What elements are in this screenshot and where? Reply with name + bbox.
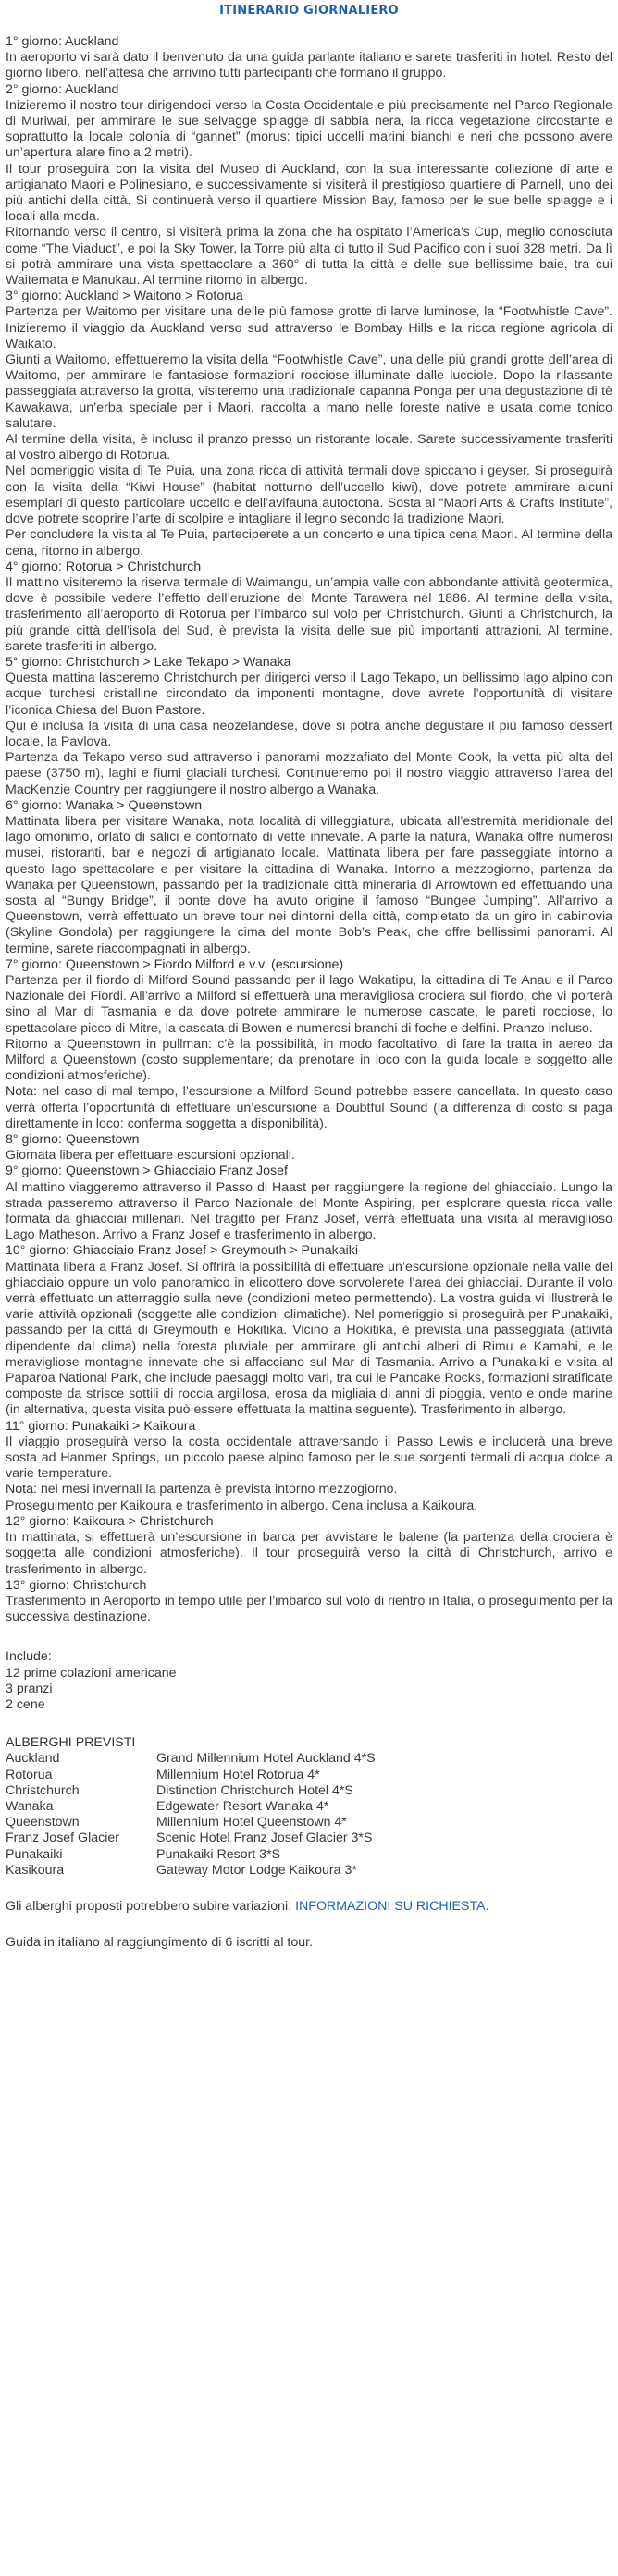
day-paragraph: Partenza da Tekapo verso sud attraverso i panorami mozzafiato del Monte Cook, la vetta più alta del paese (3750 m), laghi e fiumi glaciali turchesi. Continueremo poi il nostro viaggio attraverso l’area del MacKenzie Country per raggiungere il nostro albergo a Wanaka. (6, 750, 612, 797)
info-on-request: INFORMAZIONI SU RICHIESTA. (295, 1898, 489, 1914)
day-paragraph: Nel pomeriggio visita di Te Puia, una zona ricca di attività termali dove spiccano i geyser. Si proseguirà con la visita della “Kiwi House” (habitat notturno dell’uccello kiwi), dove potrete ammirare alcuni esemplari di questo particolare uccello e dell’avifauna autoctona. Sosta al “Maori Arts & Crafts Institute”, dove potrete scoprire l’arte di scolpire e intagliare il legno secondo la tradizione Maori. (6, 463, 612, 527)
hotel-city: Rotorua (6, 1767, 53, 1782)
day-heading: 11° giorno: Punakaiki > Kaikoura (6, 1418, 196, 1434)
hotel-city: Kasikoura (6, 1862, 65, 1878)
hotel-city: Wanaka (6, 1798, 54, 1814)
note-text: nel caso di mal tempo, l’escursione a Milford Sound potrebbe essere cancellata. In questo caso verrà offerta l’opportunità di effettuare un’escursione a Doubtful Sound (la differenza di costo si paga direttamente in loco: conferma soggetta a disponibilità). (6, 1084, 612, 1131)
day-paragraph: Il viaggio proseguirà verso la costa occidentale attraversando il Passo Lewis e includerà una breve sosta ad Hanmer Springs, un piccolo paese alpino famoso per le sue sorgenti termali di acqua dolce a varie temperature. (6, 1434, 612, 1482)
day-paragraph: Ritorno a Queenstown in pullman: c’è la possibilità, in modo facoltativo, di fare la tratta in aereo da Milford a Queenstown (costo supplementare; da prenotare in loco con la guida locale e soggetto alle condizioni atmosferiche). (6, 1036, 612, 1084)
hotel-city: Franz Josef Glacier (6, 1830, 119, 1846)
day-section (6, 289, 612, 559)
day-heading: 3° giorno: Auckland > Waitono > Rotorua (6, 289, 243, 304)
day-heading: 12° giorno: Kaikoura > Christchurch (6, 1513, 214, 1529)
day-section (6, 1243, 612, 1418)
day-section (6, 1164, 612, 1243)
hotel-name: Distinction Christchurch Hotel 4*S (156, 1782, 353, 1798)
day-section (6, 1419, 612, 1514)
hotel-name: Millennium Hotel Rotorua 4* (156, 1767, 320, 1782)
hotel-name: Scenic Hotel Franz Josef Glacier 3*S (156, 1830, 373, 1846)
day-paragraph: Giunti a Waitomo, effettueremo la visita della “Footwhistle Cave”, una delle più grandi grotte dell’area di Waitomo, per ammirare le fantasiose formazioni rocciose illuminate dalle lucciole. Dopo la rilassante passeggiata attraverso la grotta, visiteremo una tradizionale capanna Ponga per una degustazione di tè Kawakawa, un’erba speciale per i Maori, raccolta a mano nelle foreste native e usata come tonico salutare. (6, 352, 612, 431)
day-section (6, 34, 612, 82)
day-heading: 1° giorno: Auckland (6, 34, 119, 49)
day-section (6, 82, 612, 290)
day-paragraph: Al termine della visita, è incluso il pranzo presso un ristorante locale. Sarete successivamente trasferiti al vostro albergo di Rotorua. (6, 432, 612, 463)
includes-item: 3 pranzi (6, 1681, 53, 1696)
includes-item: 2 cene (6, 1696, 45, 1712)
day-note (6, 1084, 612, 1132)
hotel-row (6, 1847, 612, 1863)
hotel-row (6, 1830, 612, 1846)
day-paragraph: Partenza per il fiordo di Milford Sound passando per il lago Wakatipu, la cittadina di Te Anau e il Parco Nazionale dei Fiordi. All’arrivo a Milford si effettuerà una meravigliosa crociera sul fiordo, che vi porterà sino al Mar di Tasmania e da dove potrete ammirare le numerose cascate, le pareti rocciose, lo spettacolare picco di Mitre, la cascata di Bowen e numerosi branchi di foche e delfini. Pranzo incluso. (6, 972, 612, 1036)
hotel-row (6, 1815, 612, 1830)
day-section (6, 798, 612, 957)
hotel-name: Punakaiki Resort 3*S (156, 1846, 281, 1862)
day-heading: 13° giorno: Christchurch (6, 1577, 147, 1593)
includes-label: Include: (6, 1649, 52, 1665)
day-heading: 2° giorno: Auckland (6, 81, 119, 97)
day-paragraph: Proseguimento per Kaikoura e trasferimento in albergo. Cena inclusa a Kaikoura. (6, 1498, 478, 1513)
note-label: Nota: (6, 1084, 37, 1100)
day-section (6, 560, 612, 655)
includes-section (6, 1649, 612, 1713)
day-paragraph: Giornata libera per effettuare escursioni opzionali. (6, 1148, 295, 1164)
hotel-row (6, 1783, 612, 1799)
hotel-city: Queenstown (6, 1815, 80, 1830)
includes-item: 12 prime colazioni americane (6, 1665, 177, 1681)
day-paragraph: Qui è inclusa la visita di una casa neozelandese, dove si potrà anche degustare il più famoso dessert locale, la Pavlova. (6, 718, 612, 749)
hotel-row (6, 1863, 612, 1879)
hotel-name: Edgewater Resort Wanaka 4* (156, 1798, 329, 1814)
page-title: ITINERARIO GIORNALIERO (219, 4, 399, 18)
day-paragraph: Per concludere la visita al Te Puia, parteciperete a un concerto e una tipica cena Maori. Al termine della cena, ritorno in albergo. (6, 527, 612, 559)
hotel-city: Auckland (6, 1751, 60, 1767)
day-section (6, 957, 612, 1132)
hotel-city: Christchurch (6, 1782, 80, 1798)
day-paragraph: Partenza per Waitomo per visitare una delle più famose grotte di larve luminose, la “Footwhistle Cave”. Inizieremo il viaggio da Auckland verso sud attraverso le Bombay Hills e la ricca regione agricola di Waikato. (6, 304, 612, 351)
day-paragraph: Al mattino viaggeremo attraverso il Passo di Haast per raggiungere la regione del ghiacciaio. Lungo la strada passeremo attraverso il Parco Nazionale del Monte Aspiring, per esplorare questa ricca valle formata da ghiacciai millenari. Nel tragitto per Franz Josef, verrà effettuata una visita al meraviglioso Lago Matheson. Arrivo a Franz Josef e trasferimento in albergo. (6, 1179, 612, 1243)
disclaimer-text: Gli alberghi proposti potrebbero subire variazioni: (6, 1898, 296, 1914)
hotel-city: Punakaiki (6, 1846, 63, 1862)
hotel-name: Grand Millennium Hotel Auckland 4*S (156, 1751, 376, 1767)
hotel-name: Millennium Hotel Queenstown 4* (156, 1815, 347, 1830)
hotels-disclaimer (6, 1899, 612, 1915)
day-paragraph: Il tour proseguirà con la visita del Museo di Auckland, con la sua interessante collezione di arte e artigianato Maori e Polinesiano, e successivamente si visiterà il prestigioso quartiere di Parnell, uno dei più antichi della città. Si continuerà verso il quartiere Mission Bay, famoso per le sue belle spiagge e i locali alla moda. (6, 161, 612, 225)
day-heading: 9° giorno: Queenstown > Ghiacciaio Franz Josef (6, 1164, 288, 1179)
day-heading: 5° giorno: Christchurch > Lake Tekapo > Wanaka (6, 654, 291, 670)
hotel-row (6, 1799, 612, 1815)
hotel-row (6, 1751, 612, 1767)
day-paragraph: Mattinata libera per visitare Wanaka, nota località di villeggiatura, ubicata all’estremità meridionale del lago omonimo, orlato di salici e contornato di vette innevate. A parte la natura, Wanaka offre numerosi musei, ristoranti, bar e negozi di artigianato locale. Mattinata libera per fare passeggiate intorno a questo lago spettacolare e per visitare la cittadina di Wanaka. Intorno a mezzogiorno, partenza da Wanaka per Queenstown, passando per la tradizionale città mineraria di Arrowtown ed effettuando una sosta al “Bungy Bridge”, il ponte dove ha avuto origine il famoso “Bungee Jumping”. All’arrivo a Queenstown, verrà effettuato un breve tour nei dintorni della città, completato da un giro in cabinovia (Skyline Gondola) per raggiungere la cima del monte Bob’s Peak, che offre bellissimi panorami. Al termine, sarete riaccompagnati in albergo. (6, 813, 612, 956)
day-section (6, 1578, 612, 1626)
day-section (6, 1514, 612, 1578)
hotel-row (6, 1768, 612, 1783)
day-heading: 8° giorno: Queenstown (6, 1132, 140, 1148)
day-section (6, 655, 612, 798)
day-paragraph: Ritornando verso il centro, si visiterà prima la zona che ha ospitato l’America’s Cup, meglio conosciuta come “The Viaduct”, e poi la Sky Tower, la Torre più alta di tutto il Sud Pacifico con i suoi 328 metri. Da lì si potrà ammirare una vista spettacolare a 360° di tutta la città e delle sue bellissime baie, tra cui Waitemata e Manukau. Al termine ritorno in albergo. (6, 225, 612, 289)
hotels-table (6, 1751, 612, 1879)
hotels-title: ALBERGHI PREVISTI (6, 1735, 136, 1751)
guide-note: Guida in italiano al raggiungimento di 6 iscritti al tour. (6, 1935, 314, 1951)
note-label: Nota: (6, 1482, 37, 1498)
hotels-section (6, 1735, 612, 1879)
day-paragraph: Questa mattina lasceremo Christchurch per dirigerci verso il Lago Tekapo, un bellissimo lago alpino con acque turchesi cristalline circondato da imponenti montagne, dove avrete l’opportunità di visitare l’iconica Chiesa del Buon Pastore. (6, 671, 612, 718)
day-paragraph: Trasferimento in Aeroporto in tempo utile per l’imbarco sul volo di rientro in Italia, o proseguimento per la successiva destinazione. (6, 1593, 612, 1625)
day-paragraph: In mattinata, si effettuerà un’escursione in barca per avvistare le balene (la partenza della crociera è soggetta alle condizioni atmosferiche). Il tour proseguirà verso la città di Christchurch, arrivo e trasferimento in albergo. (6, 1530, 612, 1577)
days-list (6, 34, 612, 1625)
day-note (6, 1482, 612, 1498)
day-heading: 7° giorno: Queenstown > Fiordo Milford e v.v. (escursione) (6, 956, 344, 972)
day-paragraph: In aeroporto vi sarà dato il benvenuto da una guida parlante italiano e sarete trasferiti in hotel. Resto del giorno libero, nell’attesa che arrivino tutti partecipanti che formano il gruppo. (6, 50, 612, 81)
day-section (6, 1132, 612, 1164)
note-text: nei mesi invernali la partenza è prevista intorno mezzogiorno. (36, 1482, 398, 1498)
day-heading: 4° giorno: Rotorua > Christchurch (6, 559, 202, 574)
day-paragraph: Mattinata libera a Franz Josef. Si offrirà la possibilità di effettuare un’escursione opzionale nella valle del ghiacciaio oppure un volo panoramico in elicottero dove sorvolerete l’area dei ghiacciai. Durante il volo verrà effettuato un atterraggio sulla neve (condizioni meteo permettendo). La vostra guida vi illustrerà le varie attività opzionali (soggette alle condizioni climatiche). Nel pomeriggio si proseguirà per Punakaiki, passando per la città di Greymouth e Hokitika. Vicino a Hokitika, è prevista una passeggiata (attività dipendente dal clima) nella foresta pluviale per ammirare gli antichi alberi di Rimu e Kamahi, e le meravigliose montagne innevate che si affacciano sul Mar di Tasmania. Arrivo a Punakaiki e visita al Paparoa National Park, che include paesaggi molto vari, tra cui le Pancake Rocks, formazioni stratificate composte da strisce sottili di roccia argillosa, erosa da migliaia di anni di pioggia, vento e onde marine (in alternativa, questa visita può essere effettuata la mattina seguente). Trasferimento in albergo. (6, 1259, 612, 1418)
day-heading: 10° giorno: Ghiacciaio Franz Josef > Greymouth > Punakaiki (6, 1243, 359, 1259)
day-paragraph: Inizieremo il nostro tour dirigendoci verso la Costa Occidentale e più precisamente nel Parco Regionale di Muriwai, per ammirare le sue selvagge spiagge di sabbia nera, la ricca vegetazione circostante e soprattutto la locale colonia di “gannet” (morus: tipici uccelli marini bianchi e neri che possono avere un’apertura alare fino a 2 metri). (6, 97, 612, 161)
day-heading: 6° giorno: Wanaka > Queenstown (6, 797, 203, 813)
day-paragraph: Il mattino visiteremo la riserva termale di Waimangu, un’ampia valle con abbondante attività geotermica, dove è possibile vedere l’effetto dell’eruzione del Monte Tarawera nel 1886. Al termine della visita, trasferimento all’aeroporto di Rotorua per l’imbarco sul volo per Christchurch. Giunti a Christchurch, la più grande città dell’isola del Sud, è prevista la visita delle sue più importanti attrazioni. Al termine, sarete trasferiti in albergo. (6, 574, 612, 654)
hotel-name: Gateway Motor Lodge Kaikoura 3* (156, 1862, 357, 1878)
